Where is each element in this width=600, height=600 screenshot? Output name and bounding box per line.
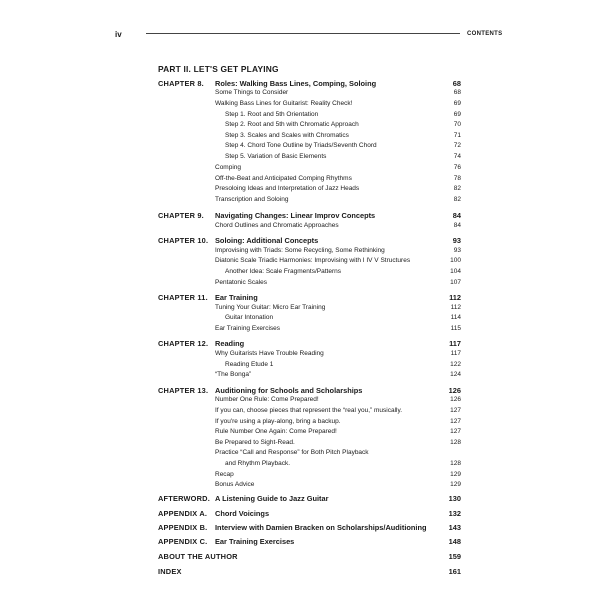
toc-page-number: 148 [448, 537, 461, 546]
toc-label: CHAPTER 9. [158, 211, 204, 220]
toc-label: CHAPTER 10. [158, 236, 209, 245]
toc-page-number: 132 [448, 509, 461, 518]
toc-page-number: 72 [453, 142, 461, 149]
toc-page-number: 143 [448, 523, 461, 532]
toc-page-number: 74 [453, 153, 461, 160]
toc-page-number: 82 [453, 196, 461, 203]
toc-title: Step 4. Chord Tone Outline by Triads/Seventh Chord [225, 142, 377, 149]
toc-page-number: 117 [450, 350, 461, 357]
toc-page-number: 107 [450, 279, 461, 286]
toc-page-number: 129 [450, 471, 461, 478]
toc-entry [0, 268, 600, 279]
toc-page-number: 84 [453, 222, 461, 229]
toc-page-number: 112 [450, 304, 461, 311]
toc-entry [0, 428, 600, 439]
toc-entry [0, 153, 600, 164]
toc-title: Improvising with Triads: Some Recycling, Some Rethinking [215, 247, 385, 254]
page-header [0, 0, 600, 50]
toc-title: Bonus Advice [215, 481, 255, 488]
toc-page-number: 93 [453, 247, 461, 254]
toc-title: Chord Voicings [215, 509, 270, 518]
toc-entry [0, 100, 600, 111]
toc-page-number: 76 [453, 164, 461, 171]
toc-entry [0, 481, 600, 492]
toc-label: CHAPTER 8. [158, 79, 204, 88]
toc-label: CHAPTER 11. [158, 293, 208, 302]
toc-title: Why Guitarists Have Trouble Reading [215, 350, 324, 357]
toc-page-number: 129 [450, 481, 461, 488]
toc-page-number: 117 [449, 339, 461, 348]
toc-page-number: 122 [450, 361, 461, 368]
toc-page-number: 126 [450, 396, 461, 403]
toc-chapter [0, 293, 600, 304]
toc-title: Step 2. Root and 5th with Chromatic Approach [225, 121, 359, 128]
toc-page-number: 114 [450, 314, 461, 321]
toc-page-number: 68 [452, 79, 461, 88]
toc-page-number: 69 [453, 100, 461, 107]
toc-entry [0, 121, 600, 132]
toc-page-number: 126 [448, 386, 461, 395]
toc-page-number: 115 [450, 325, 461, 332]
toc-page-number: 104 [450, 268, 461, 275]
toc-title: Off-the-Beat and Anticipated Comping Rhythms [215, 175, 352, 182]
part-title: PART II. LET'S GET PLAYING [158, 64, 279, 74]
toc-title: Recap [215, 471, 234, 478]
toc-title: Ear Training [215, 293, 258, 302]
header-rule [146, 33, 460, 34]
toc-title: Auditioning for Schools and Scholarships [215, 386, 363, 395]
toc-page-number: 69 [453, 111, 461, 118]
toc-entry [0, 407, 600, 418]
toc-back-matter [0, 567, 600, 578]
toc-label: APPENDIX B. [158, 523, 208, 532]
toc-entry [0, 460, 600, 471]
toc-page-number: 128 [450, 439, 461, 446]
toc-page-number: 127 [450, 428, 461, 435]
toc-title: Interview with Damien Bracken on Scholarships/Auditioning [215, 523, 427, 532]
toc-page-number: 93 [452, 236, 461, 245]
toc-title: Another Idea: Scale Fragments/Patterns [225, 268, 341, 275]
toc-title: Practice “Call and Response” for Both Pitch Playback [215, 449, 369, 456]
toc-label: CHAPTER 12. [158, 339, 209, 348]
toc-title: Transcription and Soloing [215, 196, 289, 203]
toc-title: Reading [215, 339, 245, 348]
toc-title: Number One Rule: Come Prepared! [215, 396, 319, 403]
toc-page-number: 82 [453, 185, 461, 192]
toc-title: Diatonic Scale Triadic Harmonies: Improvising with I IV V Structures [215, 257, 411, 264]
toc-label: INDEX [158, 567, 182, 576]
toc-title: Some Things to Consider [215, 89, 289, 96]
toc-entry [0, 89, 600, 100]
toc-entry [0, 222, 600, 233]
toc-title: Chord Outlines and Chromatic Approaches [215, 222, 339, 229]
toc-title: If you can, choose pieces that represent the “real you,” musically. [215, 407, 403, 414]
toc-title: Roles: Walking Bass Lines, Comping, Soloing [215, 79, 377, 88]
toc-entry [0, 449, 600, 460]
toc-title: Navigating Changes: Linear Improv Concepts [215, 211, 376, 220]
toc-title: Presoloing Ideas and Interpretation of Jazz Heads [215, 185, 360, 192]
running-header-title: CONTENTS [467, 31, 503, 37]
toc-label: ABOUT THE AUTHOR [158, 552, 238, 561]
toc-title: Step 1. Root and 5th Orientation [225, 111, 319, 118]
toc-title: Soloing: Additional Concepts [215, 236, 319, 245]
toc-title: Step 5. Variation of Basic Elements [225, 153, 327, 160]
toc-page-number: 112 [449, 293, 461, 302]
toc-title: Step 3. Scales and Scales with Chromatics [225, 132, 349, 139]
toc-page-number: 70 [453, 121, 461, 128]
toc-entry [0, 196, 600, 207]
toc-title: and Rhythm Playback. [225, 460, 291, 467]
toc-back-matter [0, 552, 600, 563]
toc-page-number: 84 [452, 211, 461, 220]
toc-entry [0, 371, 600, 382]
toc-entry [0, 257, 600, 268]
toc-entry [0, 396, 600, 407]
toc-title: Walking Bass Lines for Guitarist: Reality Check! [215, 100, 353, 107]
toc-label: AFTERWORD. [158, 494, 210, 503]
toc-back-matter [0, 523, 600, 534]
toc-label: APPENDIX C. [158, 537, 208, 546]
toc-entry [0, 314, 600, 325]
toc-title: If you're using a play-along, bring a backup. [215, 418, 341, 425]
toc-entry [0, 185, 600, 196]
toc-back-matter [0, 509, 600, 520]
toc-entry [0, 279, 600, 290]
toc-title: Be Prepared to Sight-Read. [215, 439, 295, 446]
toc-page-number: 71 [453, 132, 461, 139]
toc-entry [0, 142, 600, 153]
toc-title: Guitar Intonation [225, 314, 274, 321]
toc-page-number: 68 [453, 89, 461, 96]
toc-label: APPENDIX A. [158, 509, 208, 518]
toc-title: Ear Training Exercises [215, 325, 281, 332]
toc-page-number: 78 [453, 175, 461, 182]
toc-back-matter [0, 494, 600, 505]
toc-entry [0, 325, 600, 336]
toc-chapter [0, 236, 600, 247]
toc-title: Rule Number One Again: Come Prepared! [215, 428, 337, 435]
toc-title: “The Bonga” [215, 371, 252, 378]
toc-title: Tuning Your Guitar: Micro Ear Training [215, 304, 326, 311]
page-number: iv [115, 30, 122, 39]
toc-title: Comping [215, 164, 242, 171]
toc-page-number: 124 [450, 371, 461, 378]
toc-title: Reading Etude 1 [225, 361, 274, 368]
toc-back-matter [0, 537, 600, 548]
toc-entry [0, 164, 600, 175]
toc-title: A Listening Guide to Jazz Guitar [215, 494, 329, 503]
toc-entry [0, 350, 600, 361]
toc-page-number: 127 [450, 418, 461, 425]
toc-title: Ear Training Exercises [215, 537, 295, 546]
toc-chapter [0, 339, 600, 350]
toc-page-number: 161 [448, 567, 461, 576]
toc-title: Pentatonic Scales [215, 279, 268, 286]
toc-page-number: 128 [450, 460, 461, 467]
toc-label: CHAPTER 13. [158, 386, 209, 395]
toc-page-number: 100 [450, 257, 461, 264]
toc-chapter [0, 211, 600, 222]
toc-page-number: 130 [448, 494, 461, 503]
toc-page-number: 159 [448, 552, 461, 561]
toc-page-number: 127 [450, 407, 461, 414]
